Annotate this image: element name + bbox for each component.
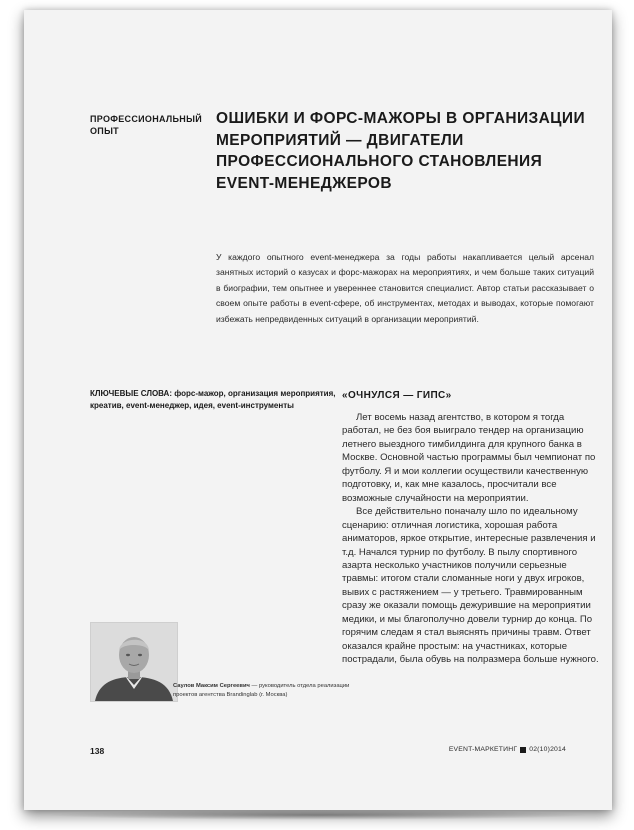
keywords-label: КЛЮЧЕВЫЕ СЛОВА: [90,389,172,398]
footer-magazine [449,746,566,753]
section-label: ПРОФЕССИОНАЛЬНЫЙ ОПЫТ [90,114,202,136]
issue-number: 02(10)2014 [529,746,566,753]
page-number: 138 [90,746,105,756]
article-body [342,390,602,667]
author-name: Саулов Максим Сергеевич [173,683,250,689]
article-paragraph: Лет восемь назад агентство, в котором я тогда работал, не без боя выиграло тендер на организацию летнего выездного тимбилдинга для крупного банка в Москве. Основной частью программы был чемпионат по футболу. Я и мои коллегии осуществили качественную подготовку, и, как мне казалось, просчитали все возможные случайности на мероприятии. [342,412,596,504]
magazine-page [24,10,612,810]
author-photo [90,622,178,702]
article-subhead: «ОЧНУЛСЯ — ГИПС» [342,390,452,401]
author-portrait-icon [91,623,177,701]
article-paragraph: Все действительно поначалу шло по идеальному сценарию: отличная логистика, хорошая работа аниматоров, яркое открытие, интересные развлечения и т.д. Начался турнир по футболу. В пылу спортивного азарта несколько участников получили серьезные травмы: итогом стали сломанные ноги у двух игроков, вывих с растяжением — у третьего. Травмированным сразу же оказали помощь дежурившие на мероприятии медики, и мы благополучно довели турнир до конца. По горячим следам я стал выяснять причины травм. Ответ оказался крайне простым: на участниках, которые пострадали, была обувь на полразмера больше нужного. [342,506,599,666]
square-icon [520,747,526,753]
article-lead: У каждого опытного event-менеджера за годы работы накапливается целый арсенал занятных историй о казусах и форс-мажорах на мероприятиях, и чем больше таких ситуаций в биографии, тем опытнее и увереннее становится специалист. Автор статьи рассказывает о своем опыте работы в event-сфере, об инструментах, методах и выводах, которые помогают избежать непредвиденных ситуаций в организации мероприятий. [216,252,594,324]
author-caption [173,682,353,700]
keywords-text: форс-мажор, организация мероприятия, креатив, event-менеджер, идея, event-инструменты [90,389,336,410]
keywords [90,388,350,412]
magazine-name: EVENT-МАРКЕТИНГ [448,746,518,753]
author-description: — руководитель отдела реализации проектов агентства Brandinglab (г. Москва) [173,683,350,698]
article-headline: ОШИБКИ И ФОРС-МАЖОРЫ В ОРГАНИЗАЦИИ МЕРОПРИЯТИЙ — ДВИГАТЕЛИ ПРОФЕССИОНАЛЬНОГО СТАНОВЛЕНИЯ EVENT-МЕНЕДЖЕРОВ [216,110,585,192]
